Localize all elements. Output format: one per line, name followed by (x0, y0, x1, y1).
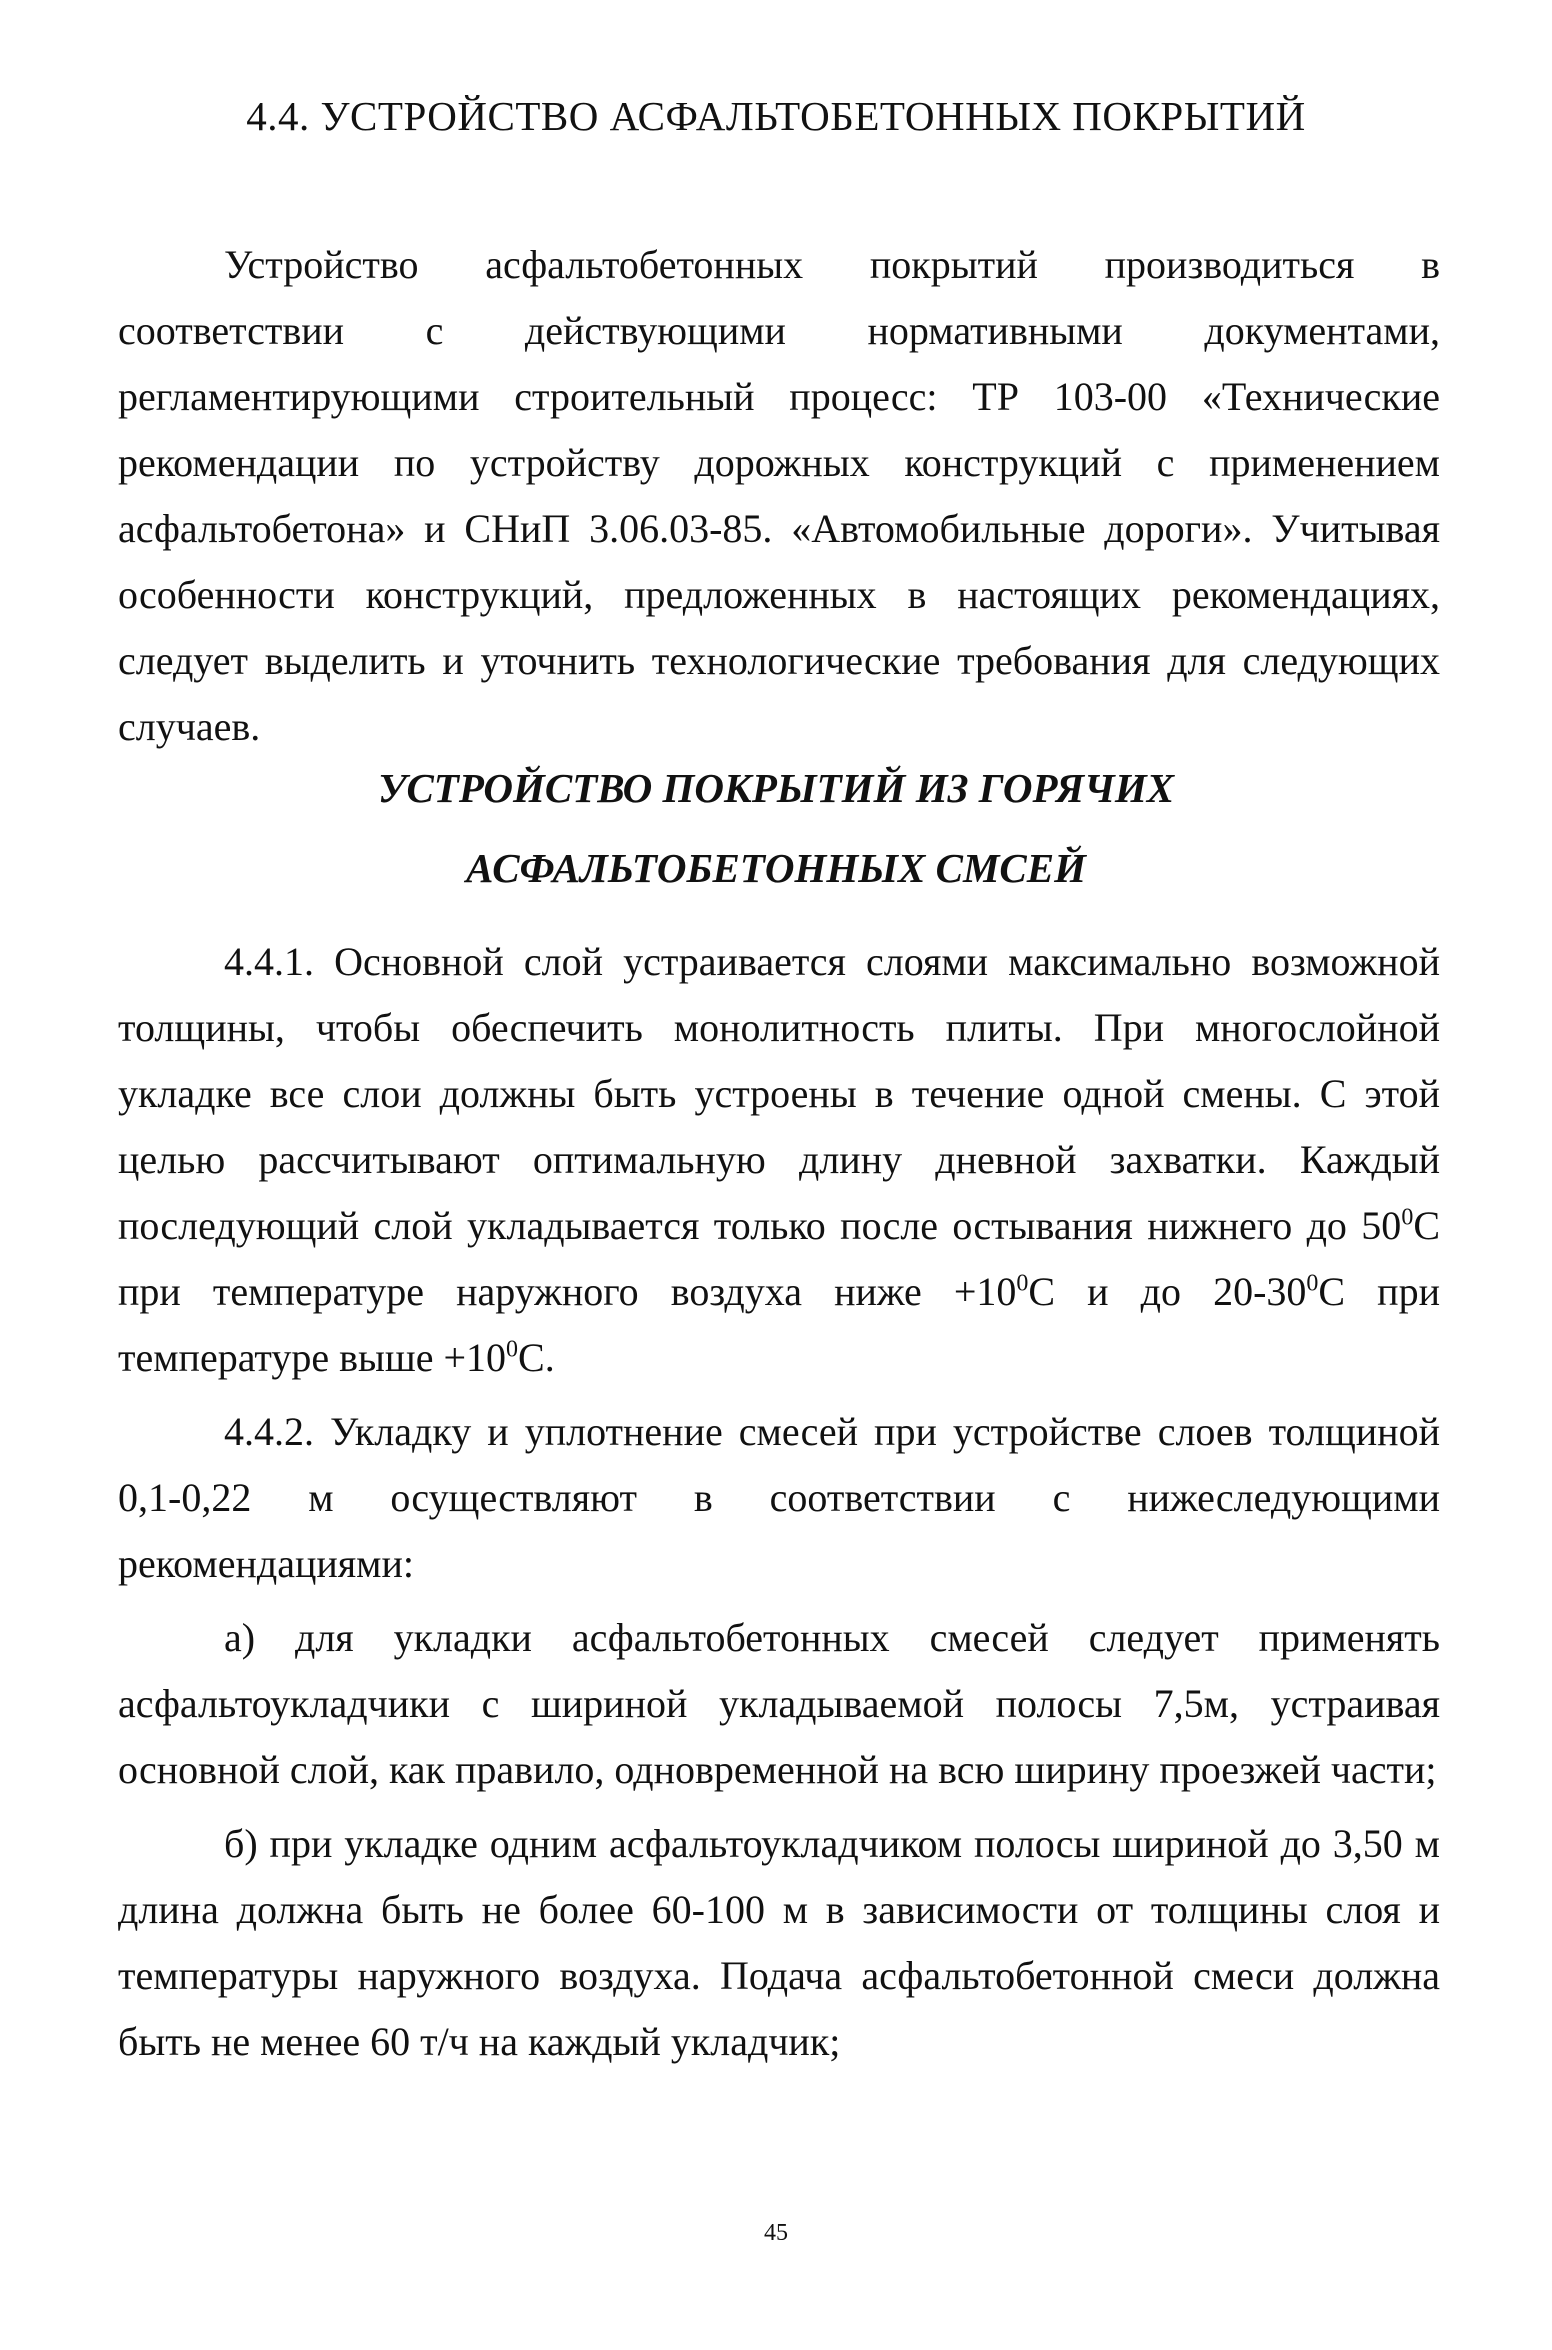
page-number: 45 (764, 2220, 788, 2246)
degree-superscript: 0 (1016, 1270, 1029, 1297)
intro-block (118, 232, 1440, 760)
paragraph-4-4-1-part2: С при температуре наружного воздуха ниже +10 (118, 1203, 1440, 1314)
list-item-b: б) при укладке одним асфальтоукладчиком полосы шириной до 3,50 м длина должна быть не более 60-100 м в зависимости от толщины слоя и температуры наружного воздуха. Подача асфальтобетонной смеси должна быть не менее 60 т/ч на каждый укладчик; (118, 1821, 1440, 2064)
paragraph-4-4-2: 4.4.2. Укладку и уплотнение смесей при устройстве слоев толщиной 0,1-0,22 м осуществляют в соответствии с нижеследующими рекомендациями: (118, 1409, 1440, 1586)
subsection-title-line1: УСТРОЙСТВО ПОКРЫТИЙ ИЗ ГОРЯЧИХ (377, 765, 1175, 811)
paragraph-4-4-1 (118, 929, 1440, 1391)
list-item-a: а) для укладки асфальтобетонных смесей следует применять асфальтоукладчики с шириной укладываемой полосы 7,5м, устраивая основной слой, как правило, одновременной на всю ширину проезжей части; (118, 1615, 1440, 1792)
intro-paragraph: Устройство асфальтобетонных покрытий производиться в соответствии с действующими нормативными документами, регламентирующими строительный процесс: ТР 103-00 «Технические рекомендации по устройству дорожных конструкций с применением асфальтобетона» и СНиП 3.06.03-85. «Автомобильные дороги». Учитывая особенности конструкций, предложенных в настоящих рекомендациях, следует выделить и уточнить технологические требования для следующих случаев. (118, 242, 1440, 749)
degree-superscript: 0 (506, 1336, 519, 1363)
degree-superscript: 0 (1401, 1204, 1414, 1231)
paragraph-4-4-1-part5: С. (518, 1335, 555, 1380)
main-text-block (118, 929, 1440, 2075)
paragraph-4-4-1-part1: 4.4.1. Основной слой устраивается слоями максимально возможной толщины, чтобы обеспечить монолитность плиты. При многослойной укладке все слои должны быть устроены в течение одной смены. С этой целью рассчитывают оптимальную длину дневной захватки. Каждый последующий слой укладывается только после остывания нижнего до 50 (118, 939, 1440, 1248)
degree-superscript: 0 (1306, 1270, 1319, 1297)
paragraph-4-4-1-part3: С и до 20-30 (1028, 1269, 1307, 1314)
subsection-title-line2: АСФАЛЬТОБЕТОННЫХ СМСЕЙ (465, 845, 1087, 891)
section-title: 4.4. УСТРОЙСТВО АСФАЛЬТОБЕТОННЫХ ПОКРЫТИЙ (246, 93, 1306, 139)
paragraph-4-4-1-part4: С при температуре выше +10 (118, 1269, 1440, 1380)
